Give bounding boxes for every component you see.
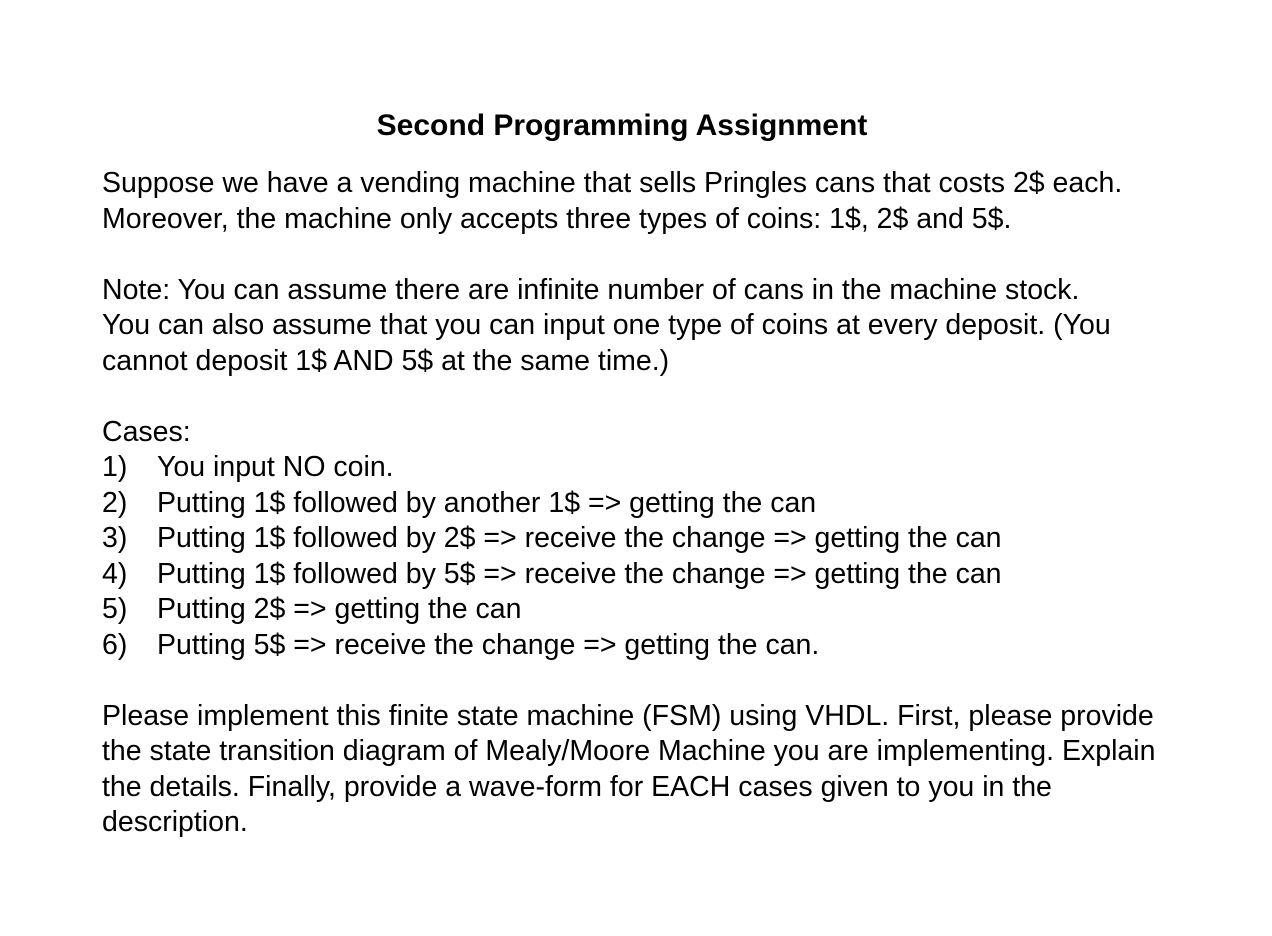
spacer <box>102 663 1162 699</box>
case-text: Putting 1$ followed by 2$ => receive the change => getting the can <box>157 522 1002 554</box>
case-number: 6) <box>102 628 128 661</box>
page-title: Second Programming Assignment <box>376 109 868 143</box>
case-item <box>102 628 1162 664</box>
instructions-paragraph: Please implement this finite state machine (FSM) using VHDL. First, please provide the state transition diagram of Mealy/Moore Machine you are implementing. Explain the details. Finally, provide a wave-form for EACH cases given to you in the description. <box>102 699 1156 838</box>
case-text: Putting 1$ followed by 5$ => receive the change => getting the can <box>157 557 1002 590</box>
deposit-note-paragraph: You can also assume that you can input one type of coins at every deposit. (You cannot deposit 1$ AND 5$ at the same time.) <box>102 309 1111 377</box>
spacer <box>102 237 1162 273</box>
case-number: 3) <box>102 522 128 554</box>
case-text: You input NO coin. <box>157 451 394 483</box>
case-number: 4) <box>102 557 128 590</box>
case-item <box>102 521 1162 557</box>
case-item <box>102 486 1162 522</box>
case-text: Putting 2$ => getting the can <box>157 593 522 625</box>
case-number: 5) <box>102 593 128 625</box>
cases-heading: Cases: <box>102 415 191 448</box>
case-item <box>102 450 1162 486</box>
intro-paragraph: Suppose we have a vending machine that sells Pringles cans that costs 2$ each. Moreover, the machine only accepts three types of coins: 1$, 2$ and 5$. <box>102 167 1123 235</box>
case-number: 1) <box>102 451 128 483</box>
case-item <box>102 592 1162 628</box>
note-paragraph: Note: You can assume there are infinite number of cans in the machine stock. <box>102 273 1080 306</box>
spacer <box>102 379 1162 415</box>
case-number: 2) <box>102 486 128 519</box>
cases-list <box>102 450 1162 663</box>
assignment-body <box>102 166 1162 841</box>
case-text: Putting 5$ => receive the change => getting the can. <box>157 628 820 661</box>
case-text: Putting 1$ followed by another 1$ => getting the can <box>157 486 817 519</box>
case-item <box>102 557 1162 593</box>
